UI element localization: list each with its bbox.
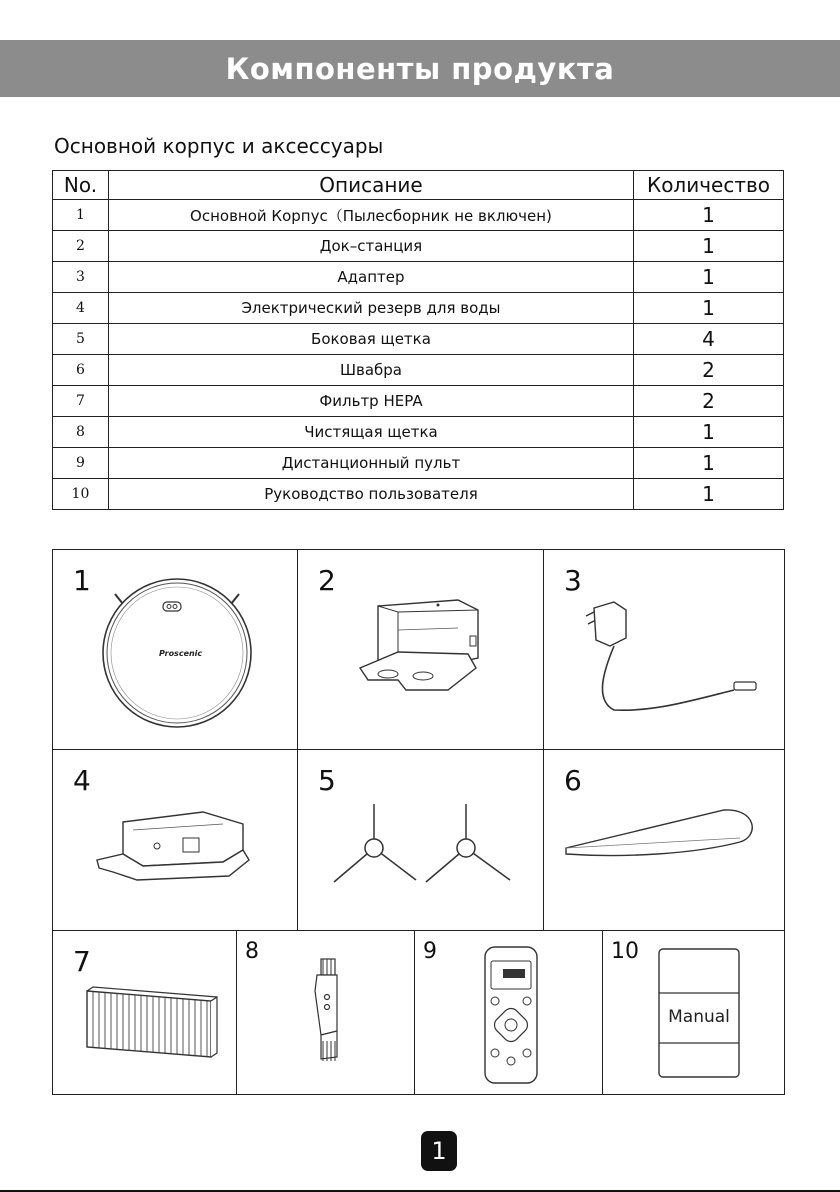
table-row: [53, 355, 784, 386]
components-table: [52, 170, 784, 510]
row-description: Фильтр HEPA: [108, 386, 633, 417]
row-description: Боковая щетка: [108, 324, 633, 355]
table-row: [53, 324, 784, 355]
side-brush-icon: [298, 750, 543, 930]
row-quantity: 1: [634, 200, 784, 231]
header-description: Описание: [108, 171, 633, 200]
water-tank-icon: [53, 750, 297, 930]
cell-water-tank: [53, 750, 297, 930]
mop-pad-icon: [544, 750, 784, 930]
item-number: 1: [73, 564, 91, 597]
item-number: 5: [318, 764, 336, 797]
row-no: 4: [53, 293, 109, 324]
header-quantity: Количество: [634, 171, 784, 200]
item-number: 7: [73, 945, 91, 978]
row-description: Дистанционный пульт: [108, 448, 633, 479]
table-row: [53, 200, 784, 231]
table-row: [53, 479, 784, 510]
manual-label: Manual: [668, 1007, 730, 1027]
item-number: 6: [564, 764, 582, 797]
cell-remote: [415, 931, 602, 1095]
row-description: Адаптер: [108, 262, 633, 293]
row-no: 5: [53, 324, 109, 355]
row-quantity: 4: [634, 324, 784, 355]
cell-main-body: [53, 550, 297, 749]
row-description: Чистящая щетка: [108, 417, 633, 448]
cell-manual: [603, 931, 784, 1095]
item-number: 8: [245, 939, 259, 964]
item-number: 2: [318, 564, 336, 597]
robot-brand-logo: Proscenic: [159, 649, 203, 658]
row-quantity: 1: [634, 262, 784, 293]
section-subtitle: Основной корпус и аксессуары: [54, 134, 384, 158]
hepa-filter-icon: [53, 931, 236, 1095]
row-quantity: 1: [634, 448, 784, 479]
row-no: 10: [53, 479, 109, 510]
row-description: Док–станция: [108, 231, 633, 262]
cell-side-brush: [298, 750, 543, 930]
table-row: [53, 386, 784, 417]
table-header-row: [53, 171, 784, 200]
cell-mop: [544, 750, 784, 930]
cell-adapter: [544, 550, 784, 749]
row-description: Основной Корпус（Пылесборник не включен): [108, 200, 633, 231]
item-number: 9: [423, 939, 437, 964]
components-illustration-grid: [52, 549, 785, 1095]
cleaning-brush-icon: [237, 931, 414, 1095]
row-no: 3: [53, 262, 109, 293]
row-quantity: 2: [634, 386, 784, 417]
title-banner: [0, 40, 840, 97]
row-no: 1: [53, 200, 109, 231]
page-number: 1: [421, 1131, 457, 1171]
item-number: 3: [564, 564, 582, 597]
item-number: 10: [611, 939, 639, 964]
row-description: Швабра: [108, 355, 633, 386]
table-row: [53, 417, 784, 448]
item-number: 4: [73, 764, 91, 797]
row-description: Электрический резерв для воды: [108, 293, 633, 324]
page-title: Компоненты продукта: [225, 51, 615, 86]
remote-control-icon: [415, 931, 602, 1095]
header-no: No.: [53, 171, 109, 200]
table-row: [53, 231, 784, 262]
row-no: 7: [53, 386, 109, 417]
row-no: 6: [53, 355, 109, 386]
row-quantity: 1: [634, 417, 784, 448]
row-quantity: 2: [634, 355, 784, 386]
table-row: [53, 293, 784, 324]
cell-dock: [298, 550, 543, 749]
cell-hepa-filter: [53, 931, 236, 1095]
row-quantity: 1: [634, 479, 784, 510]
table-row: [53, 448, 784, 479]
table-row: [53, 262, 784, 293]
row-no: 8: [53, 417, 109, 448]
power-adapter-icon: [544, 550, 784, 749]
row-description: Руководство пользователя: [108, 479, 633, 510]
row-quantity: 1: [634, 231, 784, 262]
dock-station-icon: [298, 550, 543, 749]
row-no: 9: [53, 448, 109, 479]
row-quantity: 1: [634, 293, 784, 324]
row-no: 2: [53, 231, 109, 262]
cell-cleaning-brush: [237, 931, 414, 1095]
